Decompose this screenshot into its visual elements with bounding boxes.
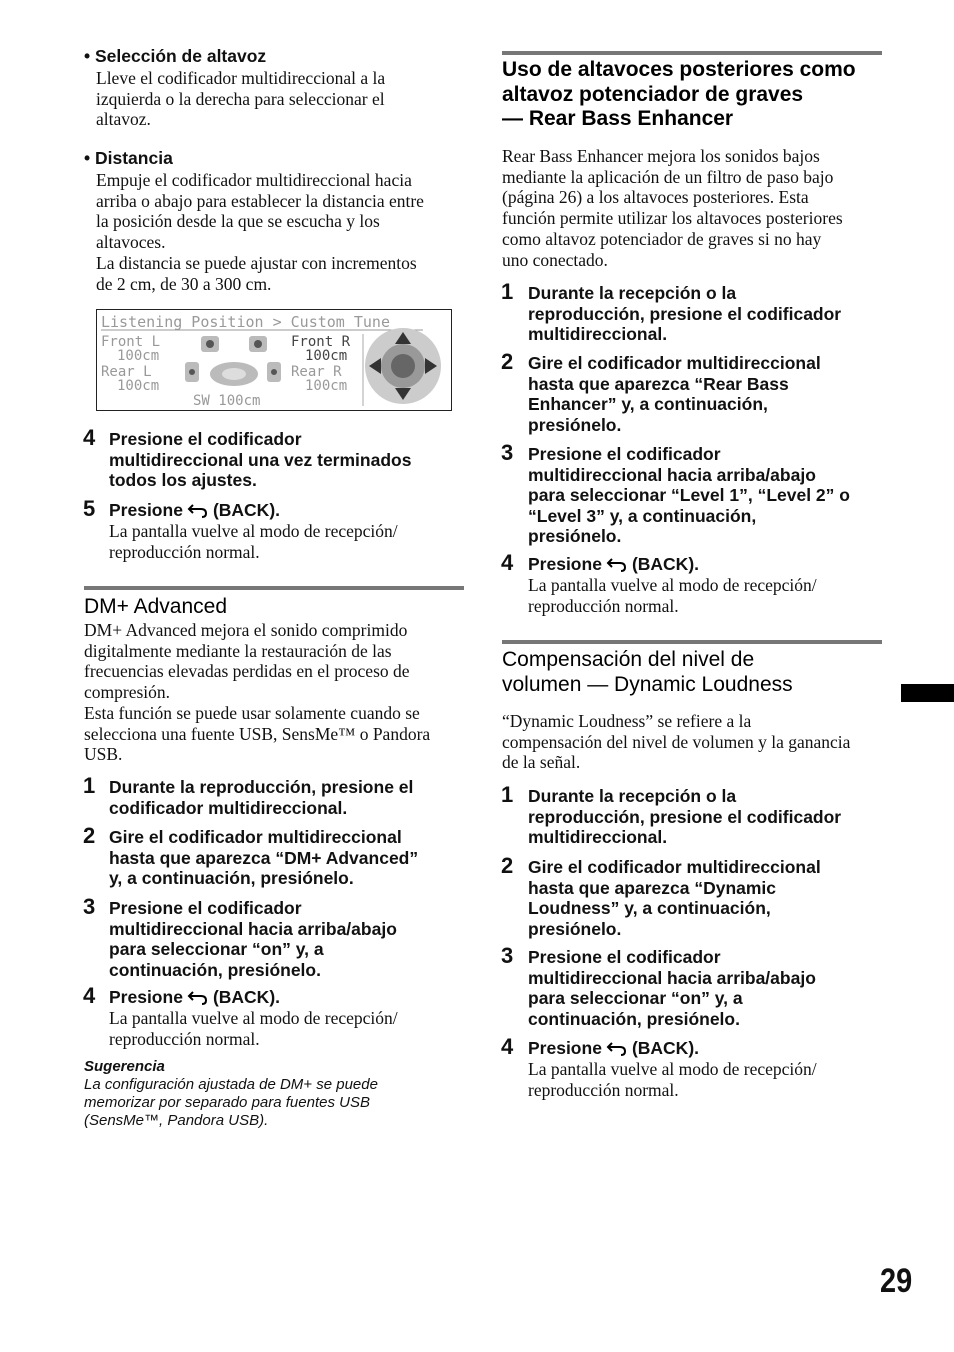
title-line: volumen — Dynamic Loudness xyxy=(502,672,793,696)
step-text xyxy=(109,429,411,491)
back-arrow-icon xyxy=(606,556,628,572)
text-line: La pantalla vuelve al modo de recepción/ xyxy=(109,521,398,541)
text-span: Presione xyxy=(109,987,183,1007)
text-line: Enhancer” y, a continuación, xyxy=(528,394,768,414)
step-text xyxy=(528,283,841,345)
text-line: presiónelo. xyxy=(528,414,622,435)
distance-heading: • Distancia xyxy=(84,148,173,168)
section-tab-marker xyxy=(901,684,954,702)
text-line: “Dynamic Loudness” se refiere a la xyxy=(502,711,752,731)
rear-right-speaker-icon xyxy=(267,362,281,382)
multi-direction-encoder-icon xyxy=(365,328,441,404)
text-line: multidireccional hacia arriba/abajo xyxy=(528,464,816,485)
speaker-selection-text xyxy=(96,68,385,130)
display-rear-r-value: 100cm xyxy=(305,378,348,394)
text-line: multidireccional hacia arriba/abajo xyxy=(109,918,397,939)
text-line: digitalmente mediante la restauración de las xyxy=(84,640,392,661)
text-span: Presione xyxy=(528,1038,602,1058)
text-line: (SensMe™, Pandora USB). xyxy=(84,1112,269,1129)
tip-text xyxy=(84,1076,378,1130)
text-line: de 2 cm, de 30 a 300 cm. xyxy=(96,273,272,294)
text-line: codificador multidireccional. xyxy=(109,797,348,818)
section-rule xyxy=(502,51,882,55)
text-line: reproducción, presione el codificador xyxy=(528,303,842,324)
text-line: reproducción, presione el codificador xyxy=(528,806,842,827)
text-line: selecciona una fuente USB, SensMe™ o Pandora xyxy=(84,723,431,744)
text-span: Presione xyxy=(528,554,602,574)
text-line: La configuración ajustada de DM+ se puede xyxy=(84,1076,378,1093)
tip-title: Sugerencia xyxy=(84,1058,165,1075)
step-number: 1 xyxy=(501,782,514,807)
text-line: compresión. xyxy=(84,682,171,703)
display-front-r: Front R xyxy=(291,334,351,350)
text-line: para seleccionar “Level 1”, “Level 2” o xyxy=(528,485,850,505)
text-line: altavoz. xyxy=(96,109,151,130)
text-line: DM+ Advanced mejora el sonido comprimido xyxy=(84,620,408,640)
step-body xyxy=(109,521,398,562)
display-rear-l: Rear L xyxy=(101,364,152,380)
step-number: 5 xyxy=(83,496,96,521)
title-line: Compensación del nivel de xyxy=(502,648,755,671)
text-line: USB. xyxy=(84,744,123,765)
step-body xyxy=(528,1059,817,1100)
text-line: para seleccionar “on” y, a xyxy=(528,988,743,1008)
text-line: presiónelo. xyxy=(528,918,622,939)
step-text xyxy=(528,353,821,435)
text-line: para seleccionar “on” y, a xyxy=(109,939,324,959)
text-line: “Level 3” y, a continuación, xyxy=(528,505,757,526)
text-line: Lleve el codificador multidireccional a la xyxy=(96,68,386,88)
step-text xyxy=(109,987,280,1008)
text-line: La pantalla vuelve al modo de recepción/ xyxy=(109,1008,398,1028)
display-subwoofer: SW 100cm xyxy=(193,393,261,409)
step-number: 2 xyxy=(501,853,514,878)
text-span: (BACK). xyxy=(631,554,700,574)
text-line: continuación, presiónelo. xyxy=(109,959,321,980)
front-right-speaker-icon xyxy=(249,336,267,352)
display-front-l-value: 100cm xyxy=(117,348,160,364)
step-number: 3 xyxy=(501,440,514,465)
text-line: mediante la aplicación de un filtro de paso bajo xyxy=(502,166,834,187)
title-line: Uso de altavoces posteriores como xyxy=(502,58,856,81)
text-line: la posición desde la que se escucha y los xyxy=(96,211,380,232)
step-number: 1 xyxy=(501,279,514,304)
text-line: reproducción normal. xyxy=(528,1079,679,1100)
text-line: todos los ajustes. xyxy=(109,470,257,490)
step-text xyxy=(109,777,413,818)
text-line: (página 26) a los altavoces posteriores. Esta xyxy=(502,187,809,208)
text-line: frecuencias elevadas perdidas en el proceso de xyxy=(84,661,410,682)
text-span: (BACK). xyxy=(212,987,281,1007)
display-front-l: Front L xyxy=(101,334,161,350)
text-line: Durante la recepción o la xyxy=(528,283,737,303)
step-body xyxy=(528,575,817,616)
step-text xyxy=(528,444,850,547)
text-line: Durante la recepción o la xyxy=(528,786,737,806)
distance-text xyxy=(96,170,424,294)
step-text xyxy=(109,827,418,889)
text-line: izquierda o la derecha para seleccionar el xyxy=(96,88,385,109)
front-left-speaker-icon xyxy=(201,336,219,352)
text-line: reproducción normal. xyxy=(528,595,679,616)
text-line: multidireccional hacia arriba/abajo xyxy=(528,967,816,988)
text-line: Loudness” y, a continuación, xyxy=(528,898,771,918)
back-arrow-icon xyxy=(606,1040,628,1056)
section-title xyxy=(502,648,793,697)
display-title: Listening Position > Custom Tune xyxy=(101,313,390,331)
speaker-selection-heading: • Selección de altavoz xyxy=(84,46,267,66)
section-intro xyxy=(502,146,843,270)
step-text xyxy=(528,1038,699,1059)
page-number: 29 xyxy=(880,1262,913,1300)
display-screen-graphic xyxy=(97,310,451,410)
text-line: compensación del nivel de volumen y la ganancia xyxy=(502,731,851,752)
text-line: función permite utilizar los altavoces posteriores xyxy=(502,208,843,229)
step-body xyxy=(109,1008,398,1049)
display-rear-l-value: 100cm xyxy=(117,378,160,394)
display-front-r-value: 100cm xyxy=(305,348,348,364)
back-arrow-icon xyxy=(187,502,209,518)
text-line: multidireccional. xyxy=(528,827,668,847)
text-line: como altavoz potenciador de graves si no hay xyxy=(502,228,822,249)
step-number: 4 xyxy=(83,425,96,450)
text-line: La distancia se puede ajustar con incrementos xyxy=(96,252,417,273)
text-line: altavoces. xyxy=(96,232,166,253)
step-number: 4 xyxy=(501,1034,514,1059)
text-line: Presione el codificador xyxy=(109,429,302,449)
rear-left-speaker-icon xyxy=(185,362,199,382)
text-line: Gire el codificador multidireccional xyxy=(109,827,402,847)
section-rule xyxy=(502,640,882,644)
step-number: 2 xyxy=(83,823,96,848)
text-line: hasta que aparezca “Dynamic xyxy=(528,877,777,898)
text-line: Rear Bass Enhancer mejora los sonidos bajos xyxy=(502,146,820,166)
text-line: Esta función se puede usar solamente cuando se xyxy=(84,702,420,723)
text-span: Presione xyxy=(109,500,183,520)
section-title xyxy=(502,58,856,132)
text-line: reproducción normal. xyxy=(109,1028,260,1049)
text-line: hasta que aparezca “Rear Bass xyxy=(528,373,789,394)
step-text xyxy=(109,898,397,980)
text-line: hasta que aparezca “DM+ Advanced” xyxy=(109,847,419,868)
display-illustration xyxy=(96,309,452,411)
text-span: (BACK). xyxy=(631,1038,700,1058)
step-text xyxy=(528,786,841,848)
text-line: arriba o abajo para establecer la distancia entre xyxy=(96,190,424,211)
text-line: Empuje el codificador multidireccional hacia xyxy=(96,170,412,190)
display-rear-r: Rear R xyxy=(291,364,342,380)
text-line: y, a continuación, presiónelo. xyxy=(109,868,354,888)
step-text xyxy=(528,554,699,575)
text-line: La pantalla vuelve al modo de recepción/ xyxy=(528,575,817,595)
section-intro xyxy=(502,711,850,773)
text-line: de la señal. xyxy=(502,752,581,773)
step-number: 2 xyxy=(501,349,514,374)
back-arrow-icon xyxy=(187,989,209,1005)
title-line: altavoz potenciador de graves xyxy=(502,82,804,106)
text-line: Gire el codificador multidireccional xyxy=(528,353,821,373)
text-line: Gire el codificador multidireccional xyxy=(528,857,821,877)
text-line: multidireccional una vez terminados xyxy=(109,449,412,470)
text-line: reproducción normal. xyxy=(109,541,260,562)
text-line: Durante la reproducción, presione el xyxy=(109,777,414,797)
text-line: Presione el codificador xyxy=(528,947,721,967)
text-line: presiónelo. xyxy=(528,526,622,546)
section-title: DM+ Advanced xyxy=(84,595,228,618)
title-line: — Rear Bass Enhancer xyxy=(502,107,734,130)
text-line: continuación, presiónelo. xyxy=(528,1008,740,1029)
step-text xyxy=(109,500,280,521)
step-text xyxy=(528,857,821,939)
text-line: uno conectado. xyxy=(502,249,608,270)
step-number: 4 xyxy=(83,983,96,1008)
text-line: Presione el codificador xyxy=(528,444,721,464)
text-line: memorizar por separado para fuentes USB xyxy=(84,1094,370,1111)
step-number: 3 xyxy=(501,943,514,968)
step-number: 1 xyxy=(83,773,96,798)
listener-seat-icon xyxy=(210,362,258,386)
text-span: (BACK). xyxy=(212,500,281,520)
step-number: 4 xyxy=(501,550,514,575)
text-line: La pantalla vuelve al modo de recepción/ xyxy=(528,1059,817,1079)
text-line: multidireccional. xyxy=(528,324,668,344)
text-line: Presione el codificador xyxy=(109,898,302,918)
step-number: 3 xyxy=(83,894,96,919)
section-rule xyxy=(84,586,464,590)
section-intro xyxy=(84,620,430,765)
step-text xyxy=(528,947,816,1029)
